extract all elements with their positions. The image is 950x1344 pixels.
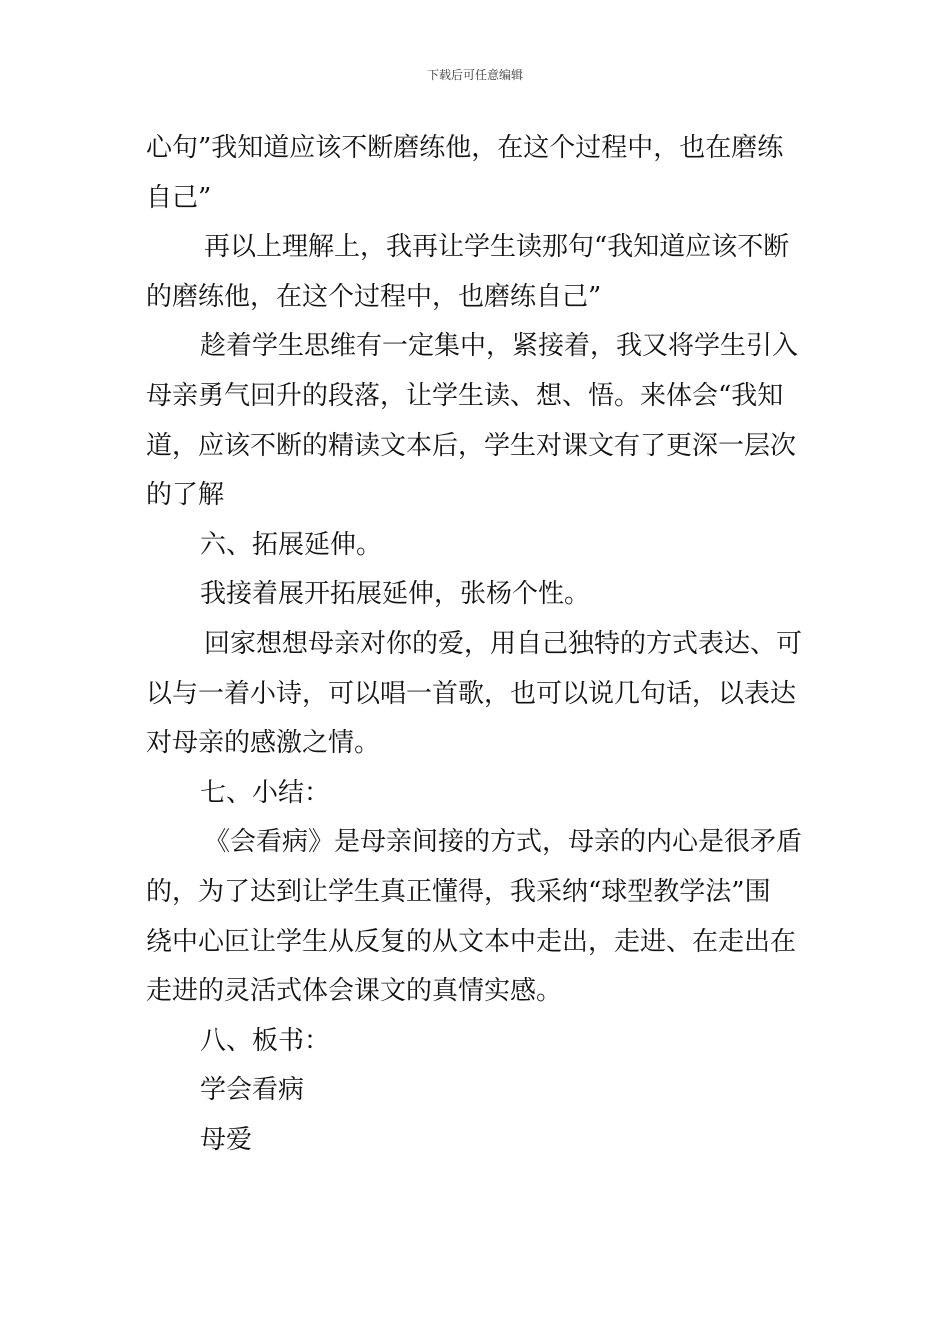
text-line: 以与一着小诗，可以唱一首歌，也可以说几句话，以表达 (146, 678, 797, 709)
text-line: 绕中心叵让学生从反复的从文本中走出，走进、在走出在 (146, 926, 797, 957)
text-line: 走进的灵活式体会课文的真情实感。 (146, 976, 563, 1007)
section-heading (146, 769, 810, 819)
text-line: 心句”我知道应该不断磨练他，在这个过程中，也在磨练 (146, 133, 784, 163)
text-line: 再以上理解上，我再让学生读那句“我知道应该不断 (204, 232, 790, 263)
text-line: 对母亲的感激之情。 (146, 728, 381, 759)
text-line: 自己” (146, 182, 212, 213)
text-line: 回家想想母亲对你的爱，用自己独特的方式表达、可 (204, 628, 803, 659)
paragraph (146, 322, 810, 520)
paragraph (146, 570, 810, 620)
paragraph (146, 818, 810, 1016)
page-header: 下载后可任意编辑 (426, 68, 523, 82)
text-line: 八、板书： (200, 1025, 331, 1056)
text-line: 的了解 (146, 480, 225, 511)
board-text (146, 1066, 810, 1116)
paragraph (146, 124, 810, 223)
text-line: 《会看病》是母亲间接的方式，母亲的内心是很矛盾 (204, 827, 803, 858)
text-line: 我接着展开拓展延伸，张杨个性。 (200, 579, 591, 610)
section-heading (146, 1017, 810, 1067)
text-line: 七、小结： (200, 777, 331, 808)
text-line: 母爱 (200, 1124, 253, 1155)
text-line: 学会看病 (200, 1075, 305, 1106)
text-line: 的磨练他，在这个过程中，也磨练自己” (146, 281, 602, 312)
text-line: 道，应该不断的精读文本后，学生对课文有了更深一层次 (146, 430, 797, 461)
paragraph (146, 223, 810, 322)
paragraph (146, 620, 810, 769)
section-heading (146, 521, 810, 571)
text-line: 趁着学生思维有一定集中，紧接着，我又将学生引入 (200, 331, 799, 362)
board-text (146, 1116, 810, 1166)
text-line: 六、拓展延伸。 (200, 529, 383, 560)
text-line: 母亲勇气回升的段落，让学生读、想、悟。来体会“我知 (146, 380, 784, 411)
text-line: 的，为了达到让学生真正懂得，我采纳“球型教学法”围 (146, 876, 771, 907)
document-body (146, 124, 810, 1165)
